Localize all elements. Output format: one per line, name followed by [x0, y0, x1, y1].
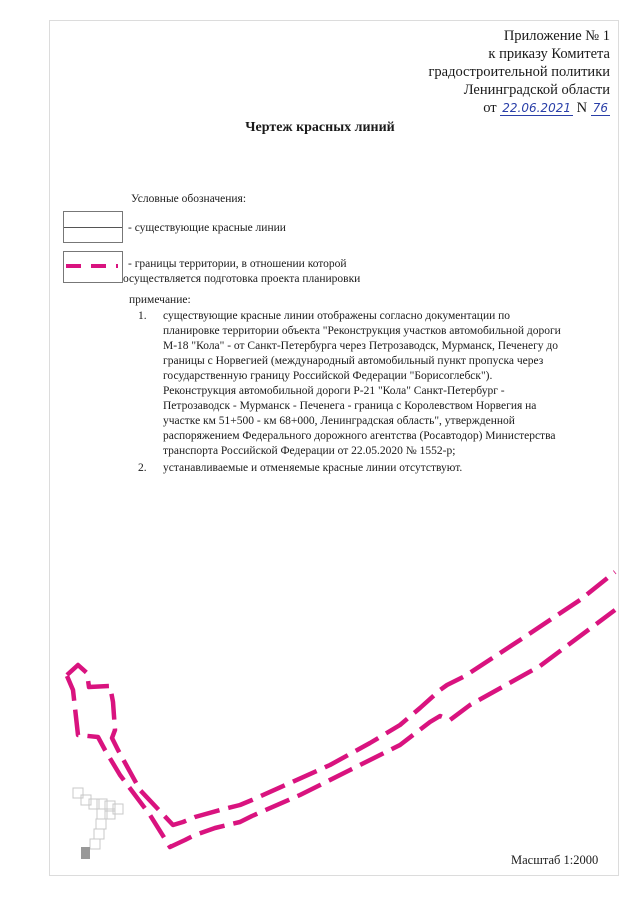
boundary-line-lower [67, 610, 615, 847]
handwritten-number: 76 [592, 101, 608, 115]
number-prefix: N [576, 100, 588, 116]
parcel-squares [73, 788, 123, 849]
legend-title: Условные обозначения: [131, 193, 247, 205]
date-prefix: от [483, 100, 497, 116]
hatched-parcel [81, 847, 90, 859]
note-number: 2. [138, 462, 147, 474]
header-line: к приказу Комитета [488, 46, 610, 62]
legend-label-line: осуществляется подготовка проекта планировки [123, 273, 361, 285]
note-number: 1. [138, 310, 147, 322]
header-line: Приложение № 1 [503, 28, 610, 44]
boundary-line-upper [67, 572, 615, 825]
notes-title: примечание: [129, 294, 191, 306]
header-line: Ленинградской области [463, 82, 610, 98]
legend-label-line: - границы территории, в отношении которой [128, 258, 347, 270]
header-line: градостроительной политики [428, 64, 610, 80]
note-text: устанавливаемые и отменяемые красные линии отсутствуют. [163, 462, 463, 474]
handwritten-date: 22.06.2021 [502, 101, 571, 115]
scale-label: Масштаб 1:2000 [511, 853, 599, 867]
legend-label: - существующие красные линии [128, 222, 286, 234]
page-title: Чертеж красных линий [245, 120, 395, 135]
note-text: существующие красные линии отображены согласно документации по планировке территории объекта "Реконструкция участков автомобильной дороги М-18 "Кола" - от Санкт-Петербурга через Петрозаводск, Мурманск, Печенегу до границы с Норвегией (международный автомобильный пункт пропуска через государственную границу Российской Федерации "Борисоглебск"). Реконструкция автомобильной дороги Р-21 "Кола" Санкт-Петербург - Петрозаводск - Мурманск - Печенега - граница с Королевством Норвегия на участке км 51+500 - км 68+000, Ленинградская область", утвержденной распоряжением Федерального дорожного агентства (Росавтодор) Министерства транспорта Российской Федерации от 22.05.2020 № 1552-р; [163, 310, 561, 457]
